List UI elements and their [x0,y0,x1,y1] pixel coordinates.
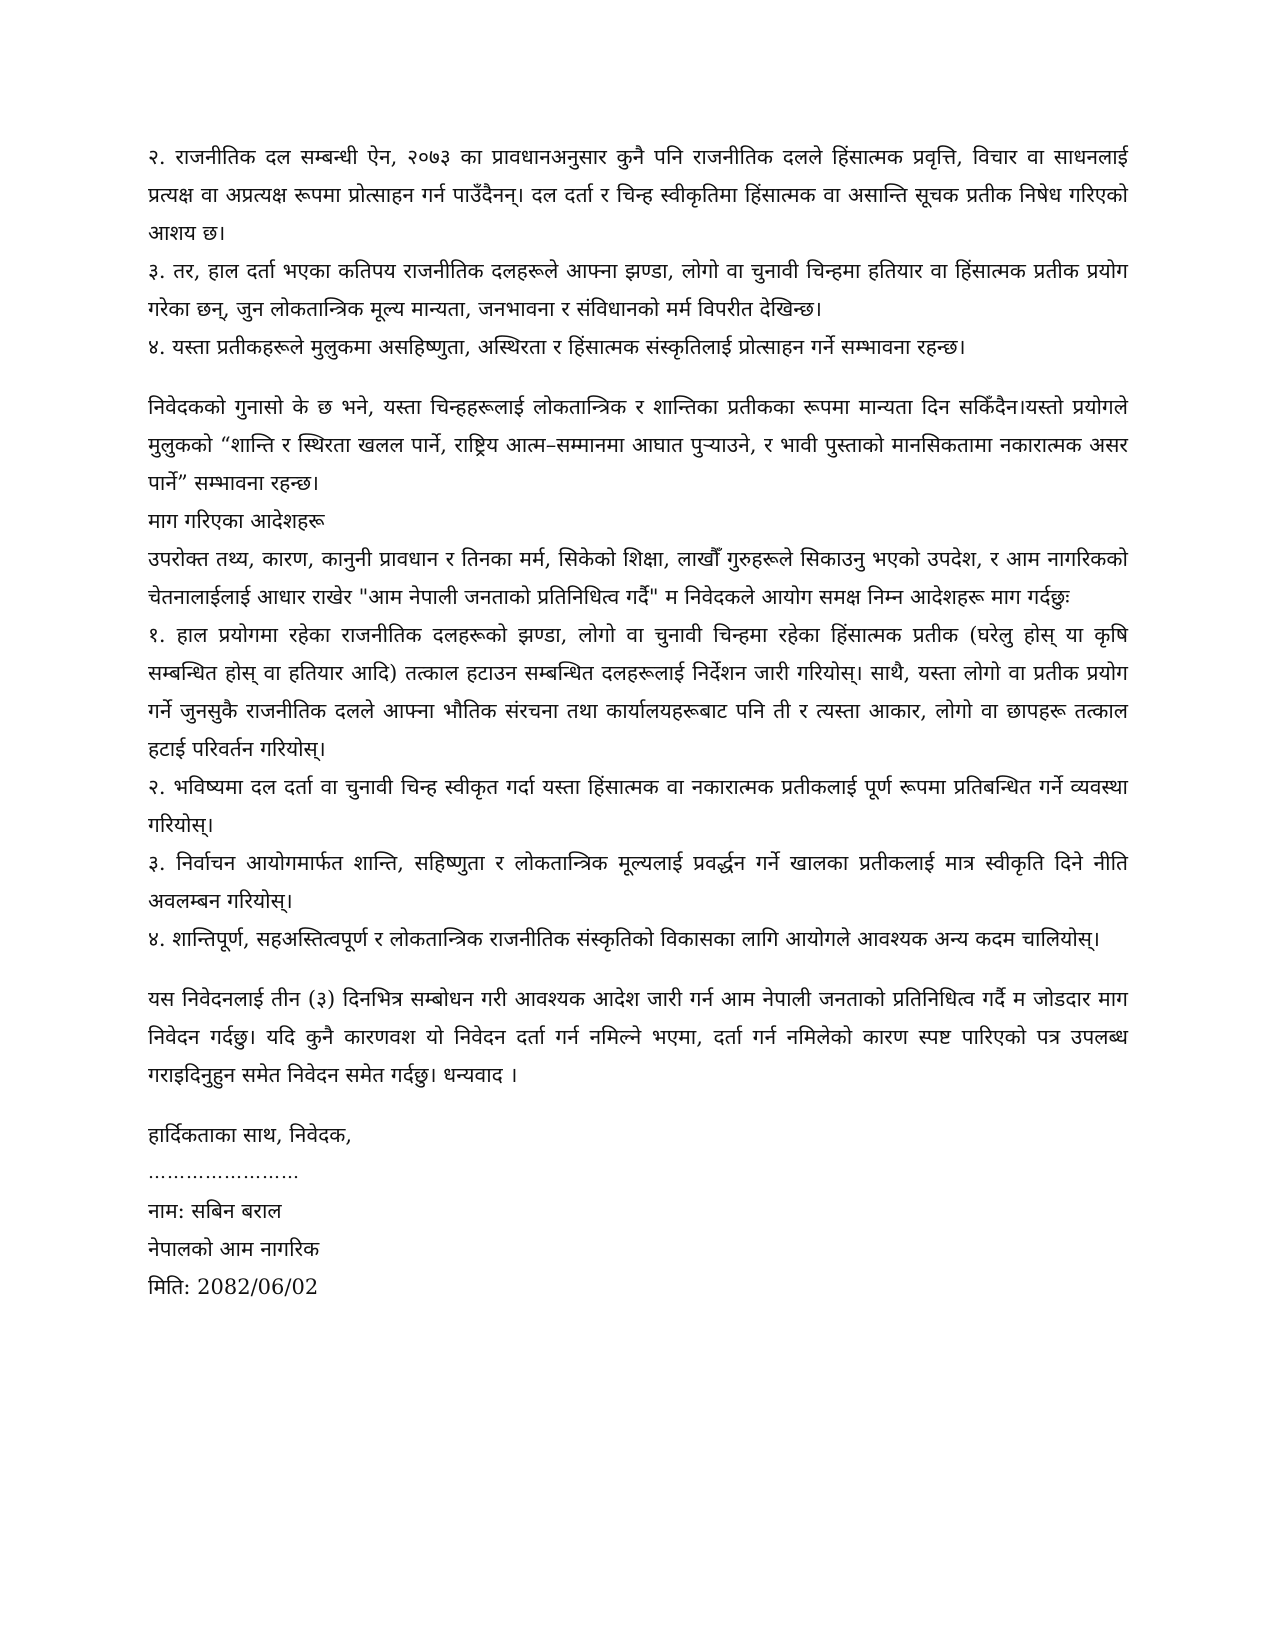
order-item-4: ४. शान्तिपूर्ण, सहअस्तित्वपूर्ण र लोकतान्त्रिक राजनीतिक संस्कृतिको विकासका लागि आयोगले आवश्यक अन्य कदम चालियोस्। [148,927,1100,951]
order-item-2: २. भविष्यमा दल दर्ता वा चुनावी चिन्ह स्वीकृत गर्दा यस्ता हिंसात्मक वा नकारात्मक प्रतीकलाई पूर्ण रूपमा प्रतिबन्धित गर्ने व्यवस्था गरियोस्। [148,775,1128,837]
signer-name: नाम: सबिन बराल [148,1199,282,1223]
signer-title: नेपालको आम नागरिक [148,1237,320,1261]
order-item-1: १. हाल प्रयोगमा रहेका राजनीतिक दलहरूको झण्डा, लोगो वा चुनावी चिन्हमा रहेका हिंसात्मक प्रतीक (घरेलु होस् या कृषि सम्बन्धित होस् वा हतियार आदि) तत्काल हटाउन सम्बन्धित दलहरूलाई निर्देशन जारी गरियोस्। साथै, यस्ता लोगो वा प्रतीक प्रयोग गर्ने जुनसुकै राजनीतिक दलले आफ्ना भौतिक संरचना तथा कार्यालयहरूबाट पनि ती र त्यस्ता आकार, लोगो वा छापहरू तत्काल हटाई परिवर्तन गरियोस्। [148,623,1128,761]
signature-block [148,1116,1128,1306]
signature-dots: …………………… [148,1162,300,1183]
closing-paragraph: यस निवेदनलाई तीन (३) दिनभित्र सम्बोधन गरी आवश्यक आदेश जारी गर्न आम नेपाली जनताको प्रतिनिधित्व गर्दै म जोडदार माग निवेदन गर्दछु। यदि कुनै कारणवश यो निवेदन दर्ता गर्न नमिल्ने भएमा, दर्ता गर्न नमिलेको कारण स्पष्ट पारिएको पत्र उपलब्ध गराइदिनुहुन समेत निवेदन समेत गर्दछु। धन्यवाद । [148,987,1128,1087]
orders-intro: उपरोक्त तथ्य, कारण, कानुनी प्रावधान र तिनका मर्म, सिकेको शिक्षा, लाखौँ गुरुहरूले सिकाउनु भएको उपदेश, र आम नागरिकको चेतनालाईलाई आधार राखेर "आम नेपाली जनताको प्रतिनिधित्व गर्दै" म निवेदकले आयोग समक्ष निम्न आदेशहरू माग गर्दछुः [148,547,1128,609]
background-point-3: ३. तर, हाल दर्ता भएका कतिपय राजनीतिक दलहरूले आफ्ना झण्डा, लोगो वा चुनावी चिन्हमा हतियार वा हिंसात्मक प्रतीक प्रयोग गरेका छन्, जुन लोकतान्त्रिक मूल्य मान्यता, जनभावना र संविधानको मर्म विपरीत देखिन्छ। [148,259,1128,321]
order-item-3: ३. निर्वाचन आयोगमार्फत शान्ति, सहिष्णुता र लोकतान्त्रिक मूल्यलाई प्रवर्द्धन गर्ने खालका प्रतीकलाई मात्र स्वीकृति दिने नीति अवलम्बन गरियोस्। [148,851,1128,913]
concern-paragraph: निवेदकको गुनासो के छ भने, यस्ता चिन्हहरूलाई लोकतान्त्रिक र शान्तिका प्रतीकका रूपमा मान्यता दिन सकिँदैन।यस्तो प्रयोगले मुलुकको “शान्ति र स्थिरता खलल पार्ने, राष्ट्रिय आत्म–सम्मानमा आघात पुर्‍याउने, र भावी पुस्ताको मानसिकतामा नकारात्मक असर पार्ने” सम्भावना रहन्छ। [148,395,1128,495]
background-point-2: २. राजनीतिक दल सम्बन्धी ऐन, २०७३ का प्रावधानअनुसार कुनै पनि राजनीतिक दलले हिंसात्मक प्रवृत्ति, विचार वा साधनलाई प्रत्यक्ष वा अप्रत्यक्ष रूपमा प्रोत्साहन गर्न पाउँदैनन्। दल दर्ता र चिन्ह स्वीकृतिमा हिंसात्मक वा असान्ति सूचक प्रतीक निषेध गरिएको आशय छ। [148,145,1128,245]
background-point-4: ४. यस्ता प्रतीकहरूले मुलुकमा असहिष्णुता, अस्थिरता र हिंसात्मक संस्कृतिलाई प्रोत्साहन गर्ने सम्भावना रहन्छ। [148,335,966,359]
letter-date: मिति: 2082/06/02 [148,1275,319,1299]
letter-page [148,138,1128,1306]
salutation: हार्दिकताका साथ, निवेदक, [148,1123,353,1147]
orders-heading: माग गरिएका आदेशहरू [148,509,325,533]
